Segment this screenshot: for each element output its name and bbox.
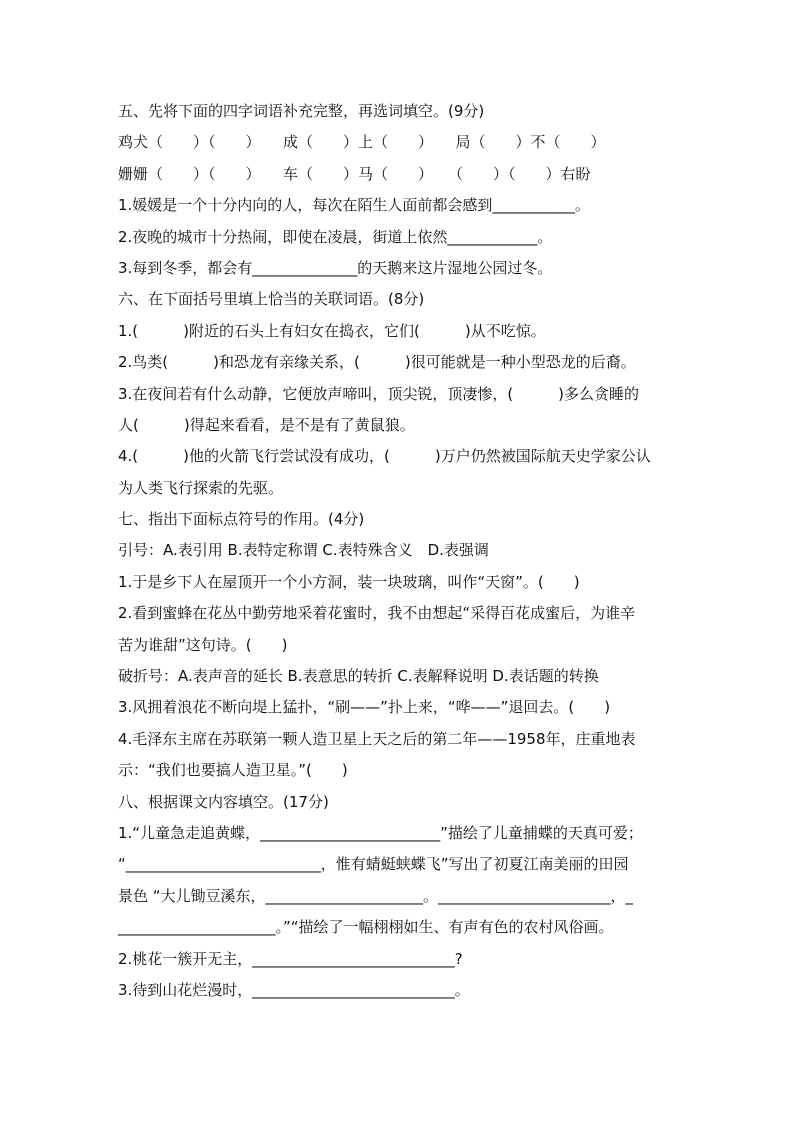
section-5-heading: 五、先将下面的四字词语补充完整，再选词填空。(9分)	[118, 102, 485, 120]
question-5-1: 1.媛媛是一个十分内向的人，每次在陌生人面前都会感到___________。	[118, 196, 590, 215]
question-7-4-line-2: 示：“我们也要搞人造卫星。”( )	[118, 761, 348, 780]
question-6-2: 2.鸟类( )和恐龙有亲缘关系，( )很可能就是一种小型恐龙的后裔。	[118, 353, 636, 372]
question-8-1-line-1: 1.“儿童急走追黄蝶，________________________”描绘了儿童捕蝶的天真可爱；	[118, 823, 643, 842]
question-6-4-line-2: 为人类飞行探索的先驱。	[118, 478, 284, 497]
exam-page	[118, 96, 690, 1006]
question-7-2-line-2: 苦为谁甜”这句诗。( )	[118, 635, 288, 654]
section-6-heading: 六、在下面括号里填上恰当的关联词语。(8分)	[118, 290, 425, 309]
section-8-heading: 八、根据课文内容填空。(17分)	[118, 792, 329, 811]
question-7-4-line-1: 4.毛泽东主席在苏联第一颗人造卫星上天之后的第二年——1958年，庄重地表	[118, 729, 636, 748]
question-8-3: 3.待到山花烂漫时，___________________________。	[118, 980, 470, 999]
idiom-row-2: 姗姗（ ）（ ） 车（ ）马（ ） （ ）（ ）右盼	[118, 164, 591, 183]
quote-mark-options: 引号：A.表引用 B.表特定称谓 C.表特殊含义 D.表强调	[118, 541, 489, 560]
question-6-1: 1.( )附近的石头上有妇女在捣衣，它们( )从不吃惊。	[118, 321, 546, 340]
question-7-1: 1.于是乡下人在屋顶开一个小方洞，装一块玻璃，叫作“天窗”。( )	[118, 572, 580, 591]
question-5-3: 3.每到冬季，都会有______________的天鹅来这片湿地公园过冬。	[118, 258, 553, 277]
question-8-1-line-3: 景色 “大儿锄豆溪东，_____________________。_______________________，_	[118, 886, 634, 905]
question-6-4-line-1: 4.( )他的火箭飞行尝试没有成功，( )万户仍然被国际航天史学家公认	[118, 447, 651, 466]
question-8-2: 2.桃花一簇开无主，___________________________?	[118, 949, 463, 968]
idiom-row-1: 鸡犬（ ）（ ） 成（ ）上（ ） 局（ ）不（ ）	[118, 133, 606, 152]
question-6-3-line-2: 人( )得起来看看，是不是有了黄鼠狼。	[118, 415, 415, 434]
question-8-1-line-2: “__________________________，惟有蜻蜓蛱蝶飞”写出了初夏江南美丽的田园	[118, 855, 629, 874]
question-8-1-line-4: _____________________。”“描绘了一幅栩栩如生、有声有色的农村风俗画。	[118, 918, 614, 937]
question-6-3-line-1: 3.在夜间若有什么动静，它便放声啼叫，顶尖锐，顶凄惨，( )多么贪睡的	[118, 384, 640, 403]
question-7-3: 3.风拥着浪花不断向堤上猛扑，“刷——”扑上来，“哗——”退回去。( )	[118, 698, 611, 717]
dash-mark-options: 破折号：A.表声音的延长 B.表意思的转折 C.表解释说明 D.表话题的转换	[118, 667, 599, 686]
question-5-2: 2.夜晚的城市十分热闹，即使在凌晨，街道上依然____________。	[118, 227, 553, 246]
section-7-heading: 七、指出下面标点符号的作用。(4分)	[118, 510, 365, 529]
question-7-2-line-1: 2.看到蜜蜂在花丛中勤劳地采着花蜜时，我不由想起“采得百花成蜜后，为谁辛	[118, 604, 636, 623]
